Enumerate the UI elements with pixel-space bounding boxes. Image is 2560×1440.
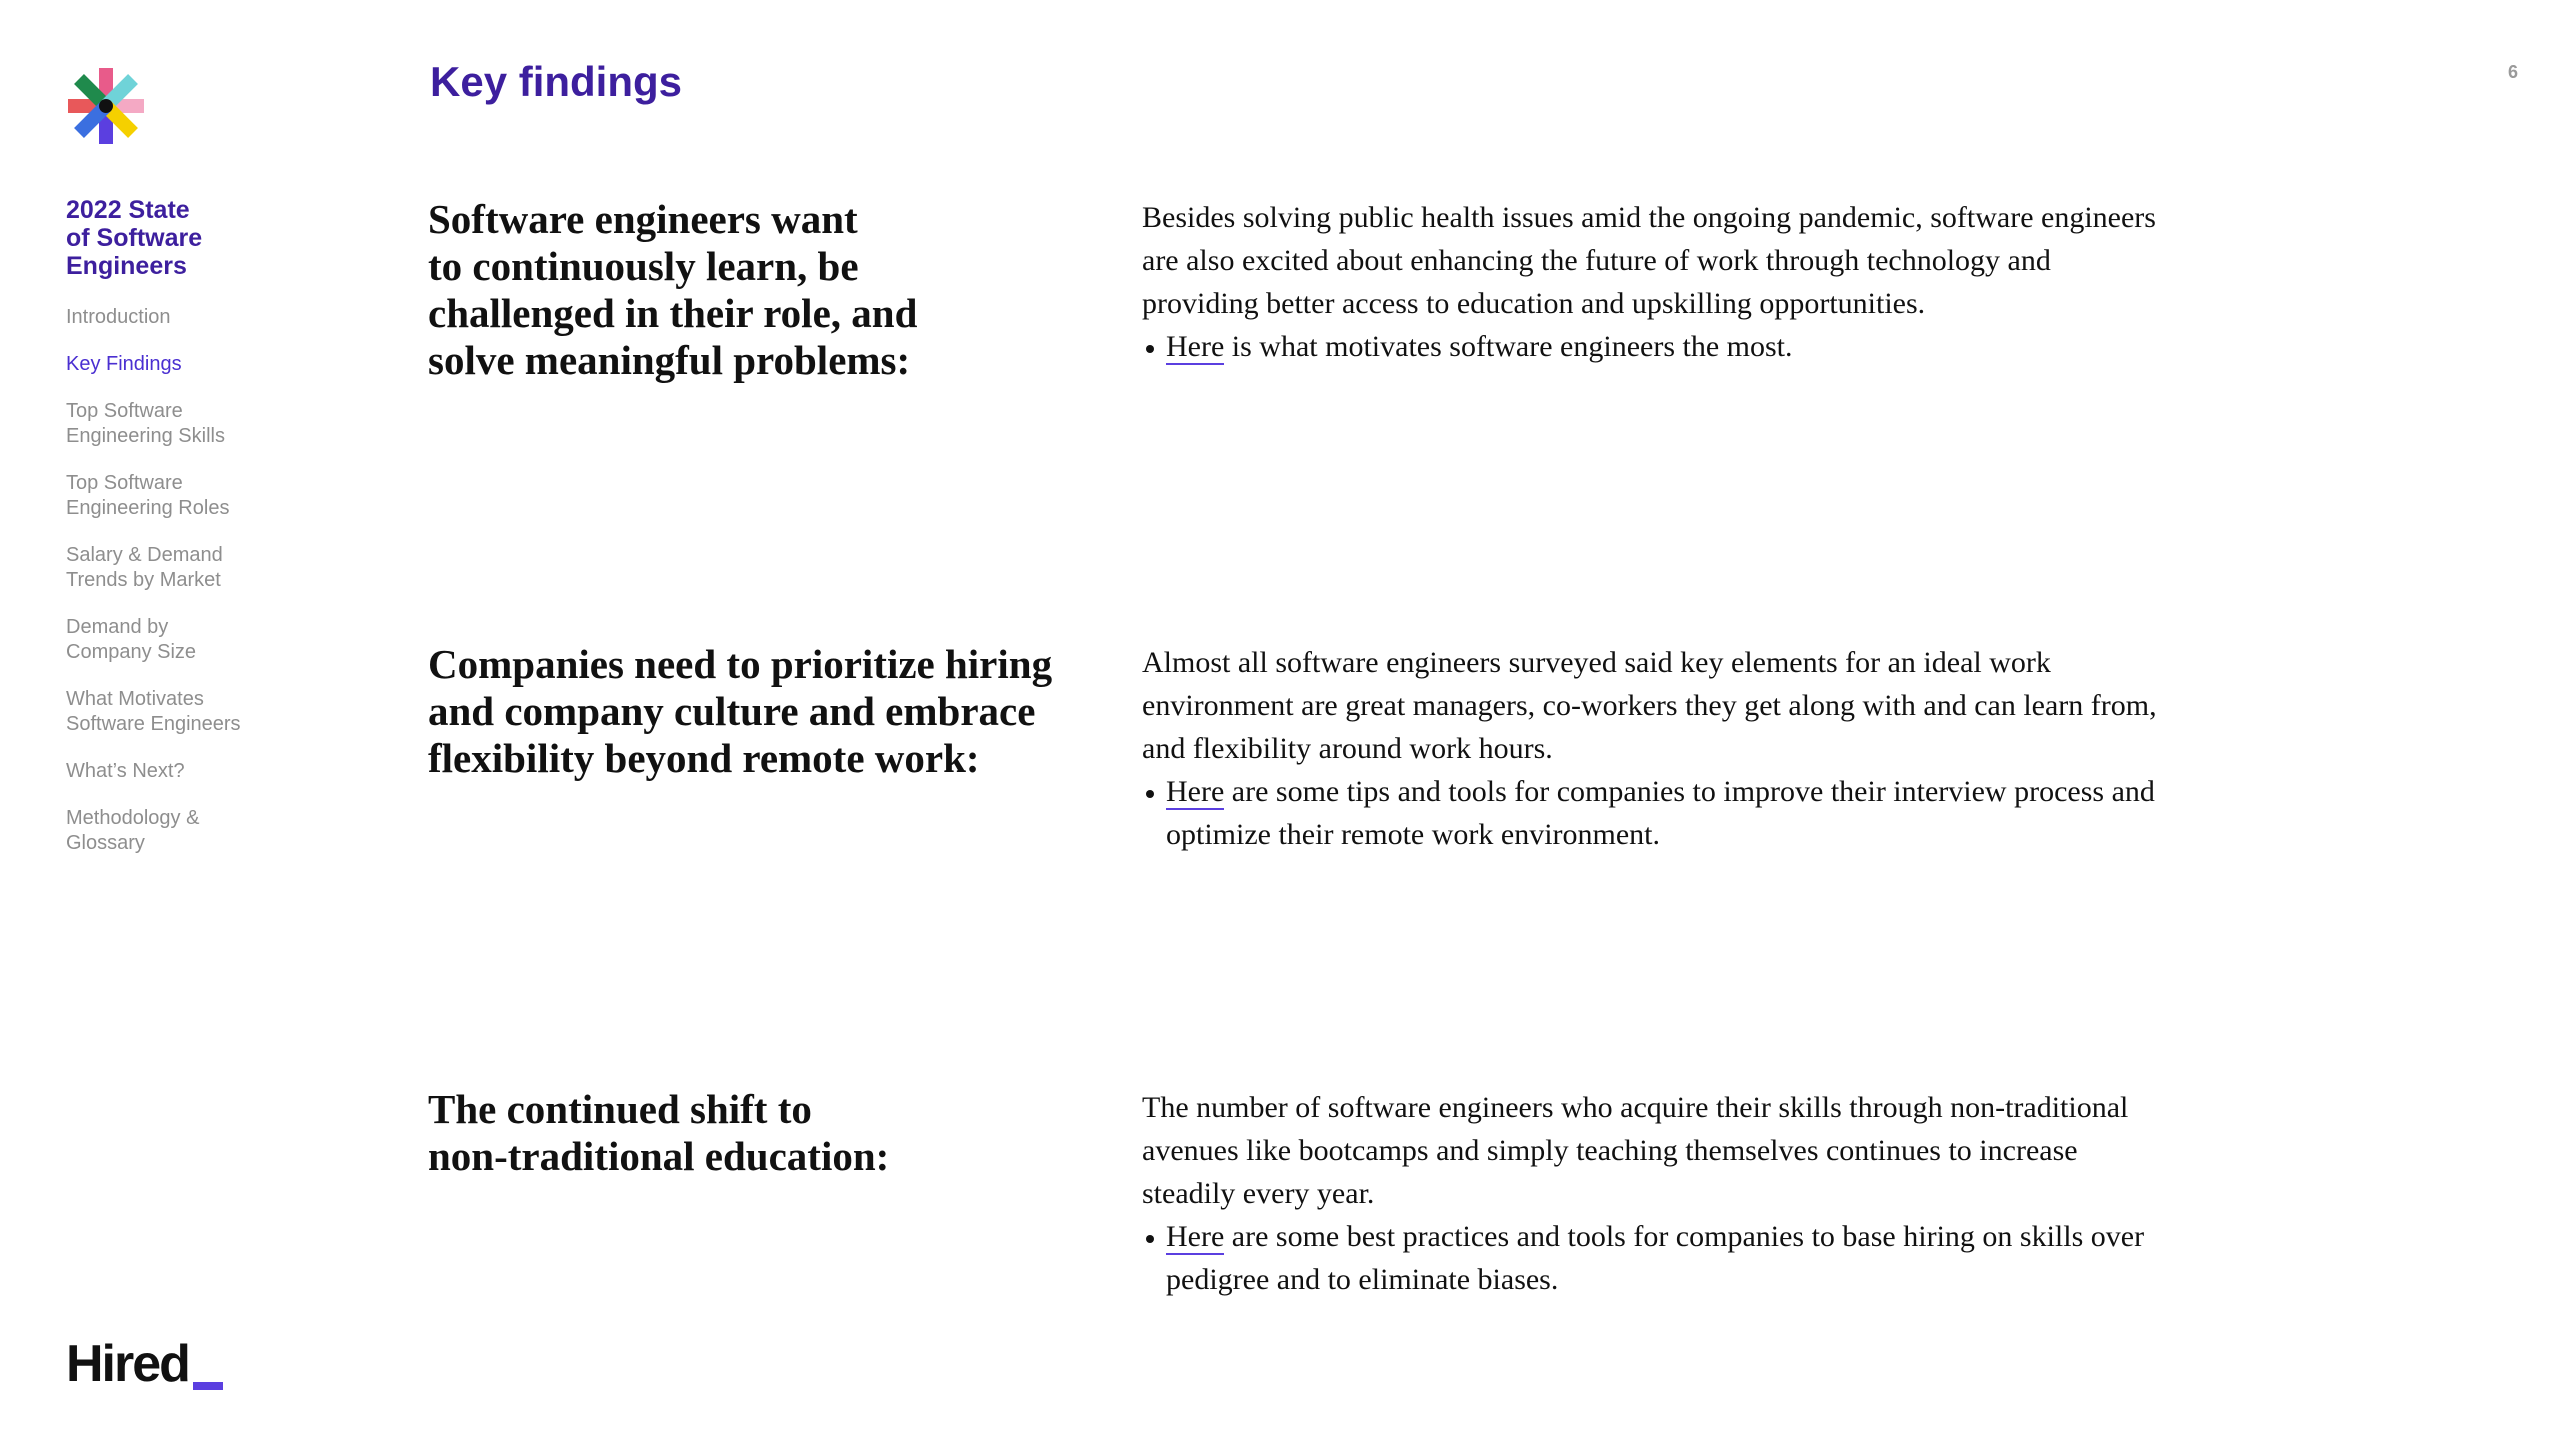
hired-wordmark: Hired <box>66 1335 189 1393</box>
toc-item-methodology-glossary[interactable]: Methodology & Glossary <box>66 807 200 854</box>
finding-bullet: Here is what motivates software engineers the most. <box>1142 325 2252 368</box>
table-of-contents <box>66 305 306 878</box>
toc-item-top-software-engineering-roles[interactable]: Top Software Engineering Roles <box>66 472 230 519</box>
hired-star-logo-icon <box>66 66 146 146</box>
finding-body <box>1142 196 2252 368</box>
here-link[interactable]: Here <box>1166 1220 1225 1253</box>
page-number: 6 <box>2507 62 2518 82</box>
finding-paragraph: The number of software engineers who acquire their skills through non-traditional avenues like bootcamps and simply teaching themselves continues to increase steadily every year. <box>1142 1091 2129 1210</box>
finding-heading: Software engineers want to continuously learn, be challenged in their role, and solve meaningful problems: <box>428 196 918 383</box>
finding-body <box>1142 641 2252 856</box>
finding-paragraph: Almost all software engineers surveyed said key elements for an ideal work environment are great managers, co-workers they get along with and can learn from, and flexibility around work hours. <box>1142 646 2157 765</box>
here-link[interactable]: Here <box>1166 330 1225 363</box>
finding-heading: The continued shift to non-traditional education: <box>428 1086 890 1179</box>
toc-item-key-findings[interactable]: Key Findings <box>66 353 182 375</box>
cursor-underscore-icon <box>193 1382 223 1390</box>
finding-bullet: Here are some tips and tools for companies to improve their interview process and optimize their remote work environment. <box>1142 770 2252 856</box>
toc-item-whats-next[interactable]: What’s Next? <box>66 760 185 782</box>
finding-paragraph: Besides solving public health issues amid the ongoing pandemic, software engineers are also excited about enhancing the future of work through technology and providing better access to education and upskilling opportunities. <box>1142 201 2156 320</box>
finding-body <box>1142 1086 2252 1301</box>
toc-item-what-motivates[interactable]: What Motivates Software Engineers <box>66 688 241 735</box>
report-title: 2022 State of Software Engineers <box>66 196 203 280</box>
hired-logo <box>66 1330 223 1393</box>
finding-heading: Companies need to prioritize hiring and company culture and embrace flexibility beyond remote work: <box>428 641 1053 781</box>
toc-item-introduction[interactable]: Introduction <box>66 306 171 328</box>
page-title: Key findings <box>430 58 683 105</box>
toc-item-demand-by-company-size[interactable]: Demand by Company Size <box>66 616 197 663</box>
toc-item-top-software-engineering-skills[interactable]: Top Software Engineering Skills <box>66 400 225 447</box>
here-link[interactable]: Here <box>1166 775 1225 808</box>
finding-bullet: Here are some best practices and tools for companies to base hiring on skills over pedigree and to eliminate biases. <box>1142 1215 2252 1301</box>
toc-item-salary-demand-trends[interactable]: Salary & Demand Trends by Market <box>66 544 223 591</box>
